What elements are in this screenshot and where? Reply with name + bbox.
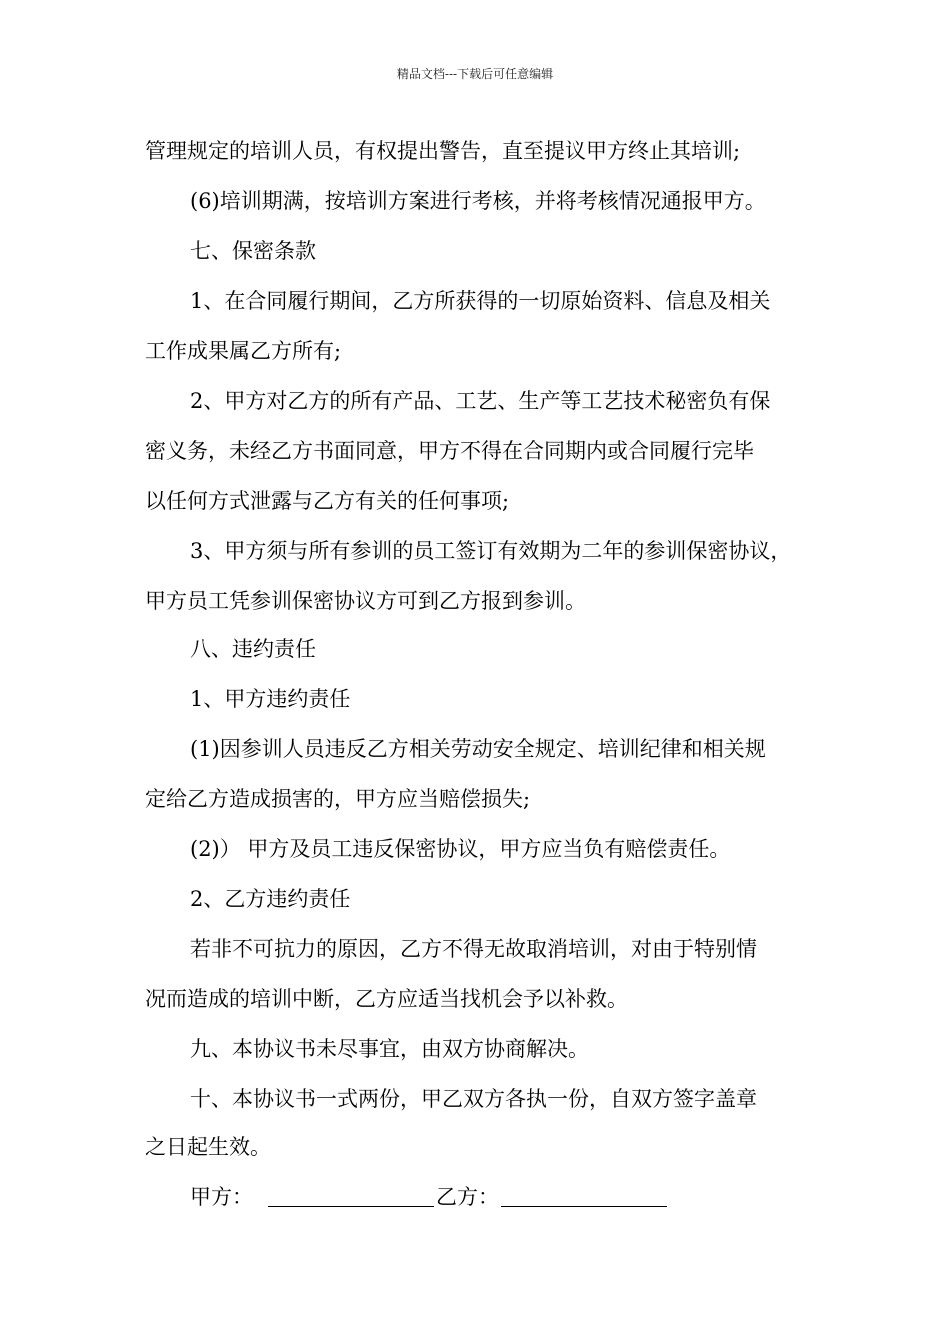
page-header: 精品文档---下载后可任意编辑	[396, 67, 554, 81]
subsection-heading: 2、乙方违约责任	[190, 887, 351, 911]
clause-text-line: (6)培训期满，按培训方案进行考核，并将考核情况通报甲方。	[190, 189, 766, 213]
party-b-signature-blank	[501, 1206, 667, 1207]
clause-text-line: 3、甲方须与所有参训的员工签订有效期为二年的参训保密协议，	[190, 539, 792, 563]
clause-text-line: 以任何方式泄露与乙方有关的任何事项;	[145, 489, 510, 513]
section-heading-breach-liability: 八、违约责任	[190, 637, 316, 661]
section-heading-miscellaneous: 九、本协议书未尽事宜，由双方协商解决。	[190, 1037, 589, 1061]
clause-text-line: 1、在合同履行期间，乙方所获得的一切原始资料、信息及相关	[190, 289, 771, 313]
clause-text-line: (2)） 甲方及员工违反保密协议，甲方应当负有赔偿责任。	[190, 837, 731, 861]
clause-text-line: 密义务，未经乙方书面同意，甲方不得在合同期内或合同履行完毕	[145, 439, 754, 463]
section-heading-copies: 十、本协议书一式两份，甲乙双方各执一份，自双方签字盖章	[190, 1087, 757, 1111]
party-b-label: 乙方：	[436, 1185, 499, 1209]
section-heading-confidentiality: 七、保密条款	[190, 239, 316, 263]
clause-text-line: 况而造成的培训中断，乙方应适当找机会予以补救。	[145, 987, 628, 1011]
clause-text-line: 工作成果属乙方所有;	[145, 339, 342, 363]
clause-text-line: 甲方员工凭参训保密协议方可到乙方报到参训。	[145, 589, 586, 613]
party-a-signature-blank	[268, 1206, 434, 1207]
clause-text-line: 2、甲方对乙方的所有产品、工艺、生产等工艺技术秘密负有保	[190, 389, 771, 413]
subsection-heading: 1、甲方违约责任	[190, 687, 351, 711]
clause-text-line: 定给乙方造成损害的，甲方应当赔偿损失;	[145, 787, 531, 811]
clause-text-line: 之日起生效。	[145, 1135, 271, 1159]
clause-text-line: 若非不可抗力的原因，乙方不得无故取消培训，对由于特别情	[190, 937, 757, 961]
party-a-label: 甲方：	[190, 1185, 253, 1209]
clause-text-line: (1)因参训人员违反乙方相关劳动安全规定、培训纪律和相关规	[190, 737, 766, 761]
clause-text-line: 管理规定的培训人员，有权提出警告，直至提议甲方终止其培训;	[145, 139, 741, 163]
